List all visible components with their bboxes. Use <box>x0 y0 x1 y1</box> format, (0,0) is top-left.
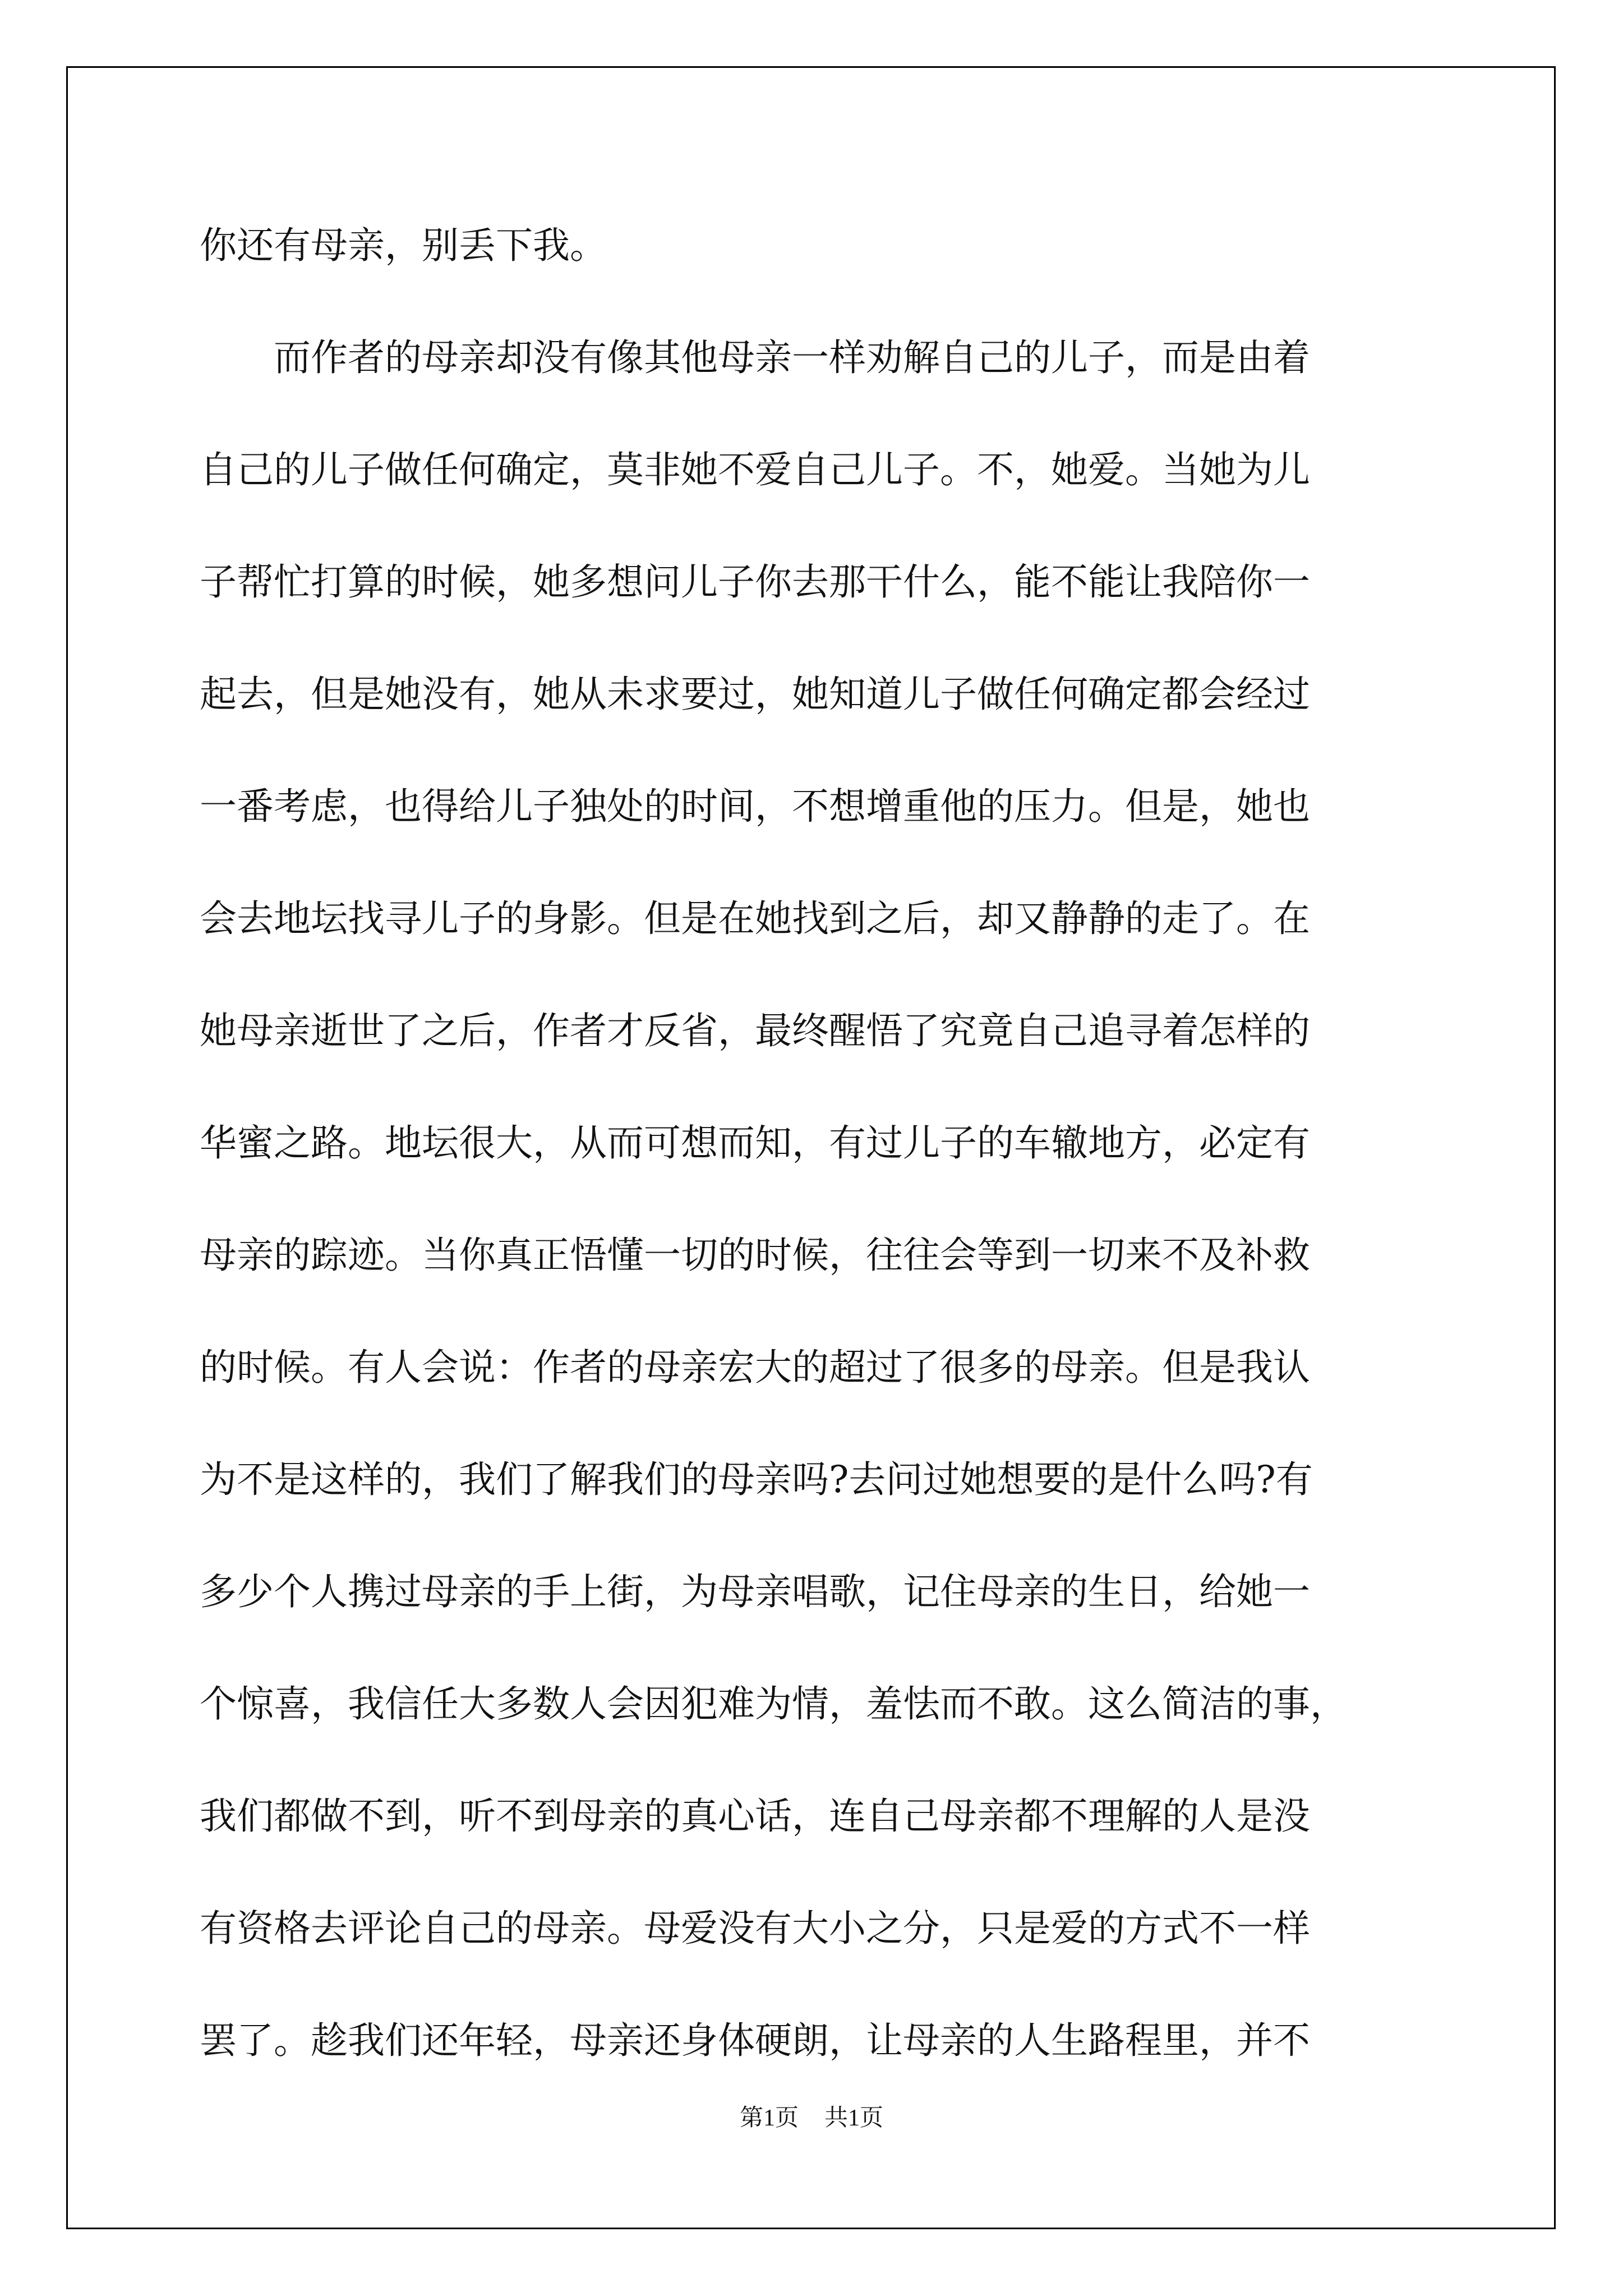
page-number: 第1页 <box>739 2105 799 2131</box>
text-line: 自己的儿子做任何确定，莫非她不爱自己儿子。不，她爱。当她为儿 <box>200 448 1310 491</box>
text-line: 起去，但是她没有，她从未求要过，她知道儿子做任何确定都会经过 <box>200 673 1310 716</box>
page-footer <box>0 2099 1623 2133</box>
text-line: 罢了。趁我们还年轻，母亲还身体硬朗，让母亲的人生路程里，并不 <box>200 2019 1310 2062</box>
text-line: 个惊喜，我信任大多数人会因犯难为情，羞怯而不敢。这么简洁的事， <box>200 1682 1347 1726</box>
text-line: 会去地坛找寻儿子的身影。但是在她找到之后，却又静静的走了。在 <box>200 897 1310 940</box>
text-line: 的时候。有人会说：作者的母亲宏大的超过了很多的母亲。但是我认 <box>200 1346 1310 1389</box>
text-line: 华蜜之路。地坛很大，从而可想而知，有过儿子的车辙地方，必定有 <box>200 1121 1310 1165</box>
text-line: 她母亲逝世了之后，作者才反省，最终醒悟了究竟自己追寻着怎样的 <box>200 1009 1310 1052</box>
text-line: 一番考虑，也得给儿子独处的时间，不想增重他的压力。但是，她也 <box>200 785 1310 828</box>
text-line: 而作者的母亲却没有像其他母亲一样劝解自己的儿子，而是由着 <box>200 336 1310 379</box>
text-line: 我们都做不到，听不到母亲的真心话，连自己母亲都不理解的人是没 <box>200 1795 1310 1838</box>
text-line: 母亲的踪迹。当你真正悟懂一切的时候，往往会等到一切来不及补救 <box>200 1234 1310 1277</box>
text-line: 多少个人携过母亲的手上街，为母亲唱歌，记住母亲的生日，给她一 <box>200 1570 1310 1613</box>
text-line: 为不是这样的，我们了解我们的母亲吗?去问过她想要的是什么吗?有 <box>200 1458 1313 1501</box>
text-line: 子帮忙打算的时候，她多想问儿子你去那干什么，能不能让我陪你一 <box>200 560 1310 604</box>
page-total: 共1页 <box>824 2105 884 2131</box>
text-line: 有资格去评论自己的母亲。母爱没有大小之分，只是爱的方式不一样 <box>200 1907 1310 1950</box>
text-line: 你还有母亲，别丢下我。 <box>200 224 607 267</box>
